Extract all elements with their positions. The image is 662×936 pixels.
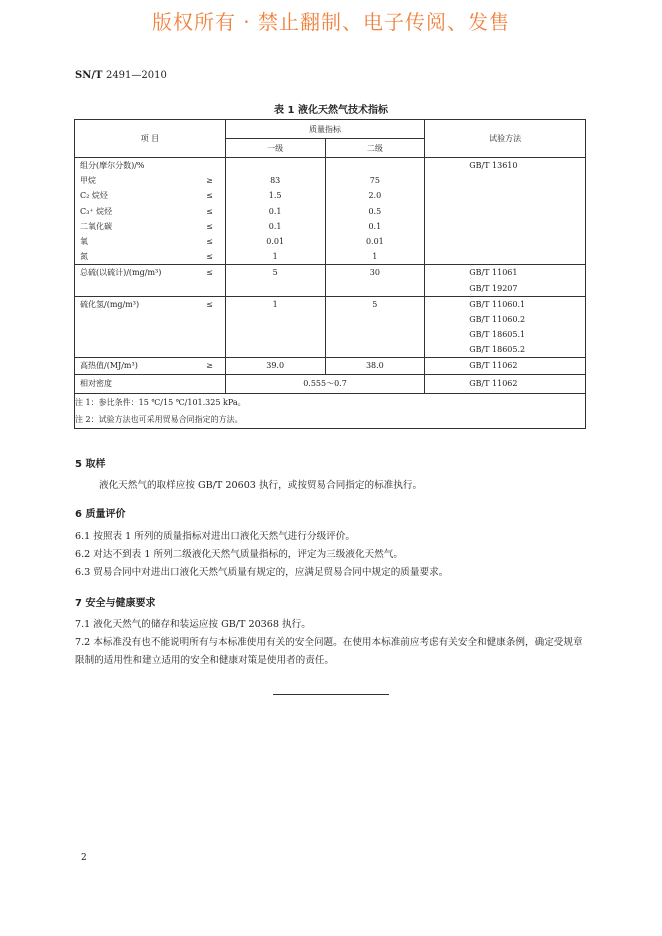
section-6-title: 6 质量评价 <box>75 509 126 520</box>
standard-number: 2491—2010 <box>105 70 167 81</box>
section-5-text: 液化天然气的取样应按 GB/T 20603 执行，或按贸易合同指定的标准执行。 <box>99 480 423 491</box>
total-sulfur-row: 总硫(以硫计)/(mg/m³) ≤ 5 30 GB/T 11061 GB/T 19207 <box>75 265 586 296</box>
section-6-2: 6.2 对达不到表 1 所列二级液化天然气质量指标的，评定为三级液化天然气。 <box>75 549 403 560</box>
section-5-title: 5 取样 <box>75 459 106 470</box>
composition-row <box>75 158 586 265</box>
header-method: 试验方法 <box>425 120 586 158</box>
specification-table <box>74 119 586 429</box>
page-number: 2 <box>81 853 87 863</box>
item-line: 氮 ≤ <box>80 252 213 262</box>
item-line: 二氧化碳 ≤ <box>80 221 213 231</box>
note-2: 注 2：试验方法也可采用贸易合同指定的方法。 <box>75 414 243 424</box>
calorific-row: 高热值/(MJ/m³) ≥ 39.0 38.0 GB/T 11062 <box>75 358 586 374</box>
table-caption: 表 1 液化天然气技术指标 <box>274 105 388 116</box>
item-line: 组分(摩尔分数)/% <box>80 161 145 170</box>
h2s-row: 硫化氢/(mg/m³) ≤ 1 5 GB/T 11060.1 GB/T 11060.2 GB/T 18605.1 GB/T 18605.2 <box>75 296 586 358</box>
copyright-watermark: 版权所有 · 禁止翻制、电子传阅、发售 <box>151 10 511 34</box>
end-rule <box>273 694 389 695</box>
composition-method: GB/T 13610 <box>425 158 586 265</box>
section-7-title: 7 安全与健康要求 <box>75 598 156 609</box>
item-line: 甲烷 ≥ <box>80 176 213 186</box>
composition-grade2: 75 2.0 0.5 0.1 0.01 1 <box>325 158 425 265</box>
header-quality: 质量指标 <box>225 120 424 139</box>
item-line: 氧 ≤ <box>80 236 213 246</box>
notes-row <box>75 393 586 428</box>
header-grade1: 一级 <box>225 139 325 158</box>
standard-code <box>75 70 167 81</box>
section-7-2: 7.2 本标准没有也不能说明所有与本标准使用有关的安全问题。在使用本标准前应考虑有关安全和健康条例，确定受规章限制的适用性和建立适用的安全和健康对策是使用者的责任。 <box>75 637 583 666</box>
composition-items <box>75 158 226 265</box>
item-line: C₃⁺ 烷烃 ≤ <box>80 206 213 216</box>
item-line: C₂ 烷烃 ≤ <box>80 191 213 201</box>
header-grade2: 二级 <box>325 139 425 158</box>
section-7-1: 7.1 液化天然气的储存和装运应按 GB/T 20368 执行。 <box>75 619 311 630</box>
standard-prefix: SN/T <box>75 70 103 81</box>
header-item: 项 目 <box>75 120 226 158</box>
composition-grade1: 83 1.5 0.1 0.1 0.01 1 <box>225 158 325 265</box>
section-6-1: 6.1 按照表 1 所列的质量指标对进出口液化天然气进行分级评价。 <box>75 531 355 542</box>
note-1: 注 1：参比条件：15 ℃/15 ℃/101.325 kPa。 <box>75 397 246 407</box>
density-row: 相对密度 0.555～0.7 GB/T 11062 <box>75 374 586 393</box>
section-6-3: 6.3 贸易合同中对进出口液化天然气质量有规定的，应满足贸易合同中规定的质量要求。 <box>75 567 449 578</box>
